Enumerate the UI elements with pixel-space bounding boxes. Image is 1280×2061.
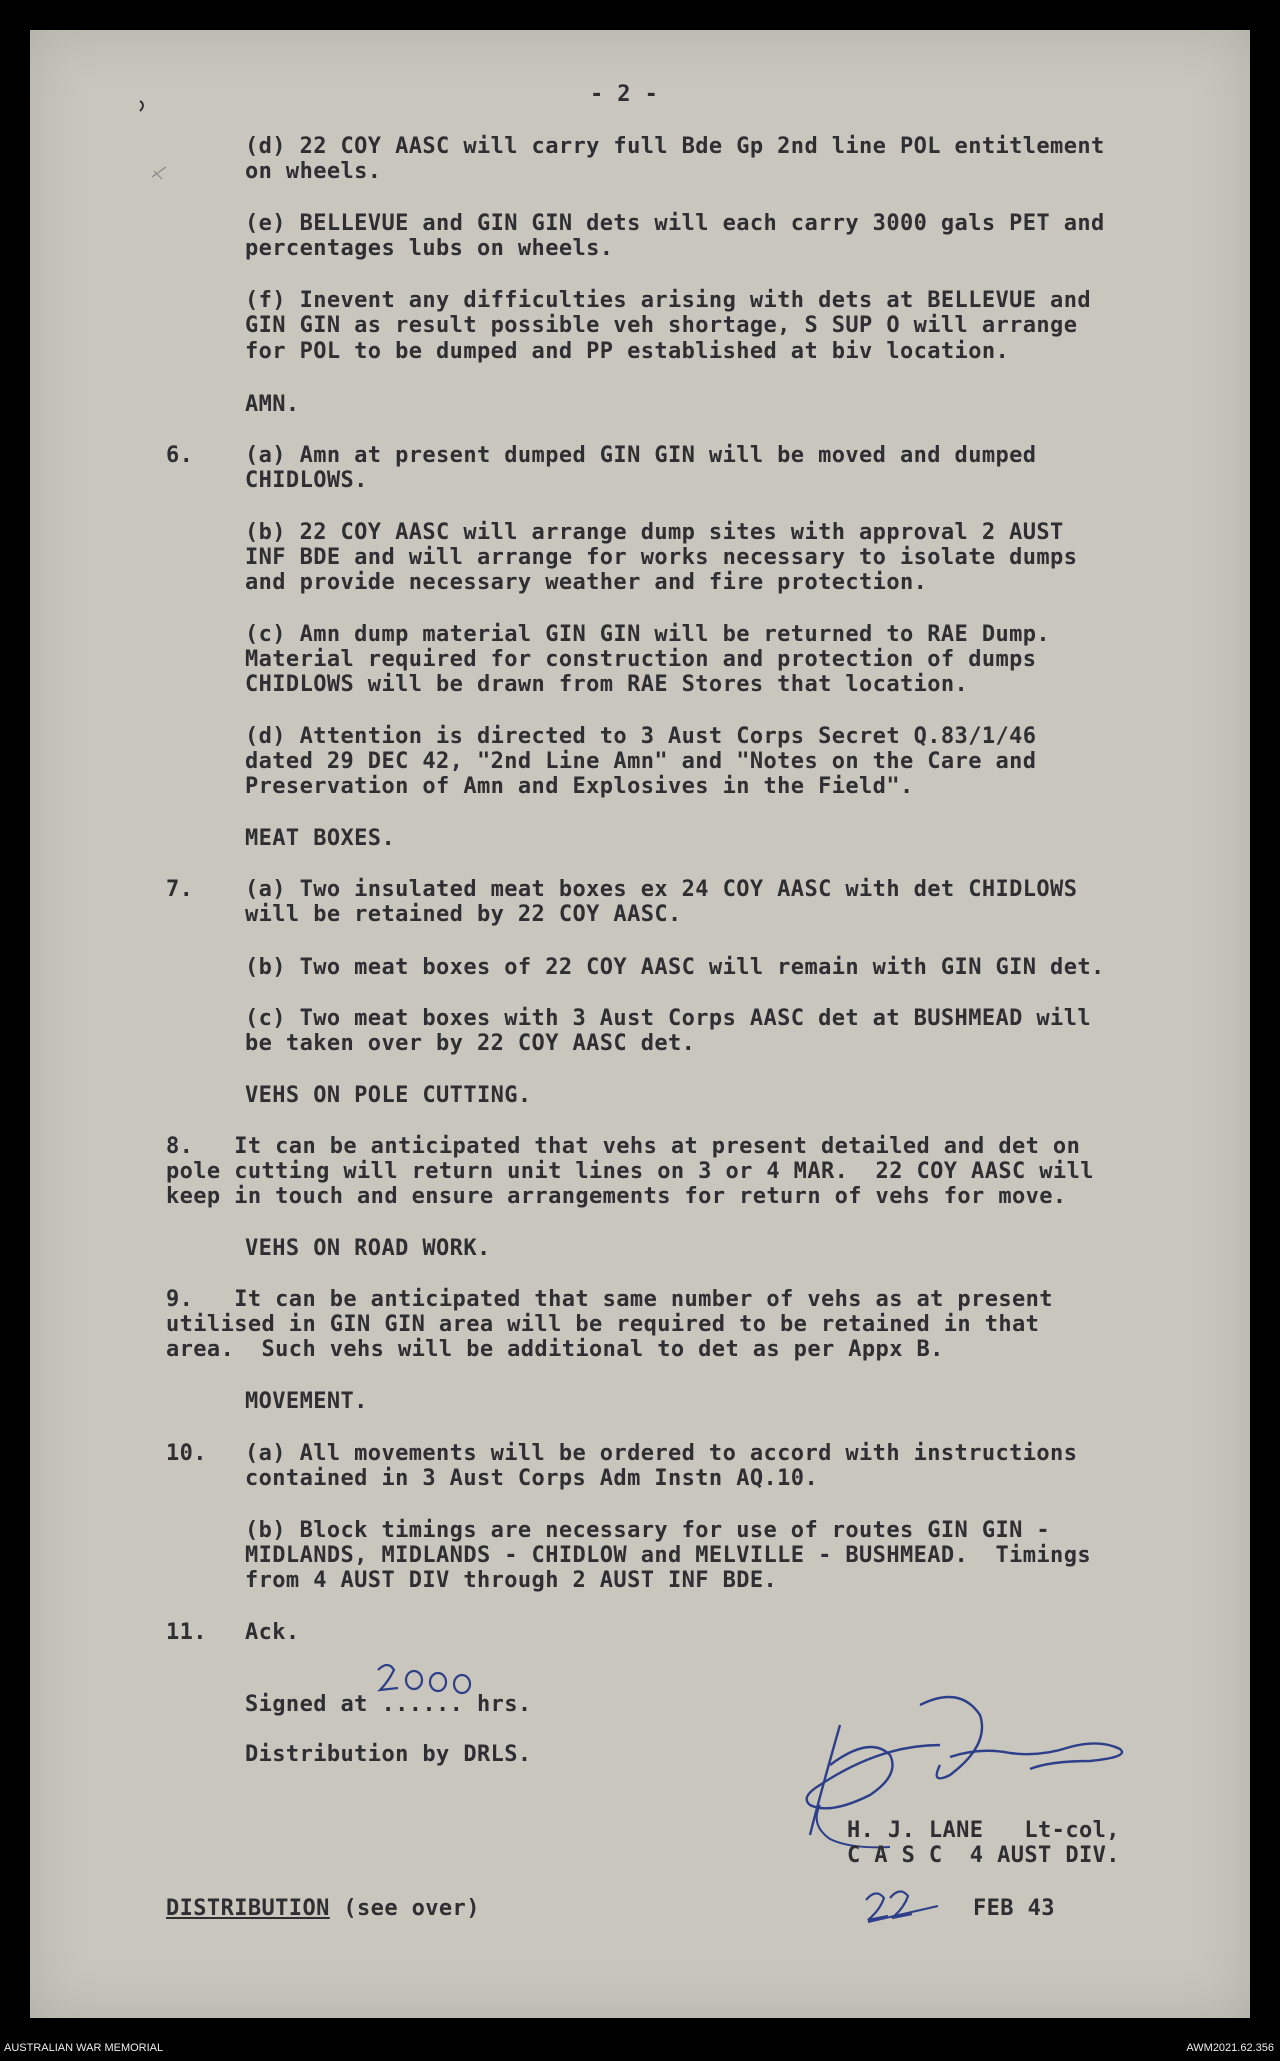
para6-d-line1: (d) Attention is directed to 3 Aust Corps Secret Q.83/1/46 (245, 724, 1037, 749)
para11-number: 11. (166, 1620, 207, 1645)
signatory-name: H. J. LANE Lt-col, (847, 1818, 1120, 1843)
para6-b-line2: INF BDE and will arrange for works necessary to isolate dumps (245, 545, 1078, 570)
para6-d-line2: dated 29 DEC 42, "2nd Line Amn" and "Notes on the Care and (245, 749, 1037, 774)
distribution-label: DISTRIBUTION (166, 1896, 330, 1921)
para6-c-line3: CHIDLOWS will be drawn from RAE Stores that location. (245, 672, 969, 697)
para6-d-line3: Preservation of Amn and Explosives in the Field". (245, 774, 914, 799)
para7-number: 7. (166, 877, 194, 902)
para7-a-line2: will be retained by 22 COY AASC. (245, 902, 682, 927)
para6-b-line3: and provide necessary weather and fire protection. (245, 570, 928, 595)
handwritten-time (372, 1656, 502, 1706)
para9-line3: area. Such vehs will be additional to det as per Appx B. (166, 1337, 944, 1362)
para5-d-line1: (d) 22 COY AASC will carry full Bde Gp 2nd line POL entitlement (245, 134, 1105, 159)
para7-a-line1: (a) Two insulated meat boxes ex 24 COY AASC with det CHIDLOWS (245, 877, 1078, 902)
para6-number: 6. (166, 443, 194, 468)
heading-movement: MOVEMENT. (245, 1389, 368, 1414)
para6-a-line2: CHIDLOWS. (245, 468, 368, 493)
para10-a-line2: contained in 3 Aust Corps Adm Instn AQ.10. (245, 1466, 819, 1491)
signatory-title: C A S C 4 AUST DIV. (847, 1843, 1120, 1868)
para10-a-line1: (a) All movements will be ordered to accord with instructions (245, 1441, 1078, 1466)
heading-vehs-road-work: VEHS ON ROAD WORK. (245, 1236, 491, 1261)
footer-accession: AWM2021.62.356 (1186, 2042, 1274, 2054)
para8-line2: pole cutting will return unit lines on 3 or 4 MAR. 22 COY AASC will (166, 1159, 1094, 1184)
distribution-heading (166, 1896, 480, 1922)
heading-vehs-pole-cutting: VEHS ON POLE CUTTING. (245, 1083, 532, 1108)
para5-f-line3: for POL to be dumped and PP established at biv location. (245, 339, 1010, 364)
para10-b-line2: MIDLANDS, MIDLANDS - CHIDLOW and MELVILLE - BUSHMEAD. Timings (245, 1543, 1091, 1568)
handwritten-date-day (860, 1878, 950, 1928)
para8-line1: 8. It can be anticipated that vehs at present detailed and det on (166, 1134, 1081, 1159)
para10-b-line1: (b) Block timings are necessary for use of routes GIN GIN - (245, 1518, 1051, 1543)
para8-line3: keep in touch and ensure arrangements for return of vehs for move. (166, 1184, 1067, 1209)
para9-line1: 9. It can be anticipated that same number of vehs as at present (166, 1287, 1053, 1312)
para6-a-line1: (a) Amn at present dumped GIN GIN will be moved and dumped (245, 443, 1037, 468)
para5-f-line2: GIN GIN as result possible veh shortage, S SUP O will arrange (245, 313, 1078, 338)
distribution-by-line: Distribution by DRLS. (245, 1742, 532, 1767)
heading-meat-boxes: MEAT BOXES. (245, 826, 396, 851)
heading-amn: AMN. (245, 392, 300, 417)
para5-e-line1: (e) BELLEVUE and GIN GIN dets will each carry 3000 gals PET and (245, 211, 1105, 236)
signed-at-line: Signed at ...... hrs. (245, 1692, 532, 1717)
margin-pencil-marks (130, 95, 180, 195)
para10-b-line3: from 4 AUST DIV through 2 AUST INF BDE. (245, 1568, 778, 1593)
para7-c-line1: (c) Two meat boxes with 3 Aust Corps AASC det at BUSHMEAD will (245, 1006, 1091, 1031)
para5-d-line2: on wheels. (245, 159, 382, 184)
para5-e-line2: percentages lubs on wheels. (245, 236, 614, 261)
para10-number: 10. (166, 1441, 207, 1466)
page-number: - 2 - (590, 82, 659, 107)
para11-text: Ack. (245, 1620, 300, 1645)
para7-b-line1: (b) Two meat boxes of 22 COY AASC will remain with GIN GIN det. (245, 955, 1105, 980)
para6-c-line2: Material required for construction and protection of dumps (245, 647, 1037, 672)
para6-c-line1: (c) Amn dump material GIN GIN will be returned to RAE Dump. (245, 622, 1051, 647)
see-over-note: (see over) (329, 1896, 480, 1921)
footer-source: AUSTRALIAN WAR MEMORIAL (4, 2042, 164, 2054)
date-month-year: FEB 43 (973, 1896, 1055, 1921)
para6-b-line1: (b) 22 COY AASC will arrange dump sites with approval 2 AUST (245, 520, 1064, 545)
para5-f-line1: (f) Inevent any difficulties arising with dets at BELLEVUE and (245, 288, 1091, 313)
para7-c-line2: be taken over by 22 COY AASC det. (245, 1031, 696, 1056)
para9-line2: utilised in GIN GIN area will be required to be retained in that (166, 1312, 1040, 1337)
